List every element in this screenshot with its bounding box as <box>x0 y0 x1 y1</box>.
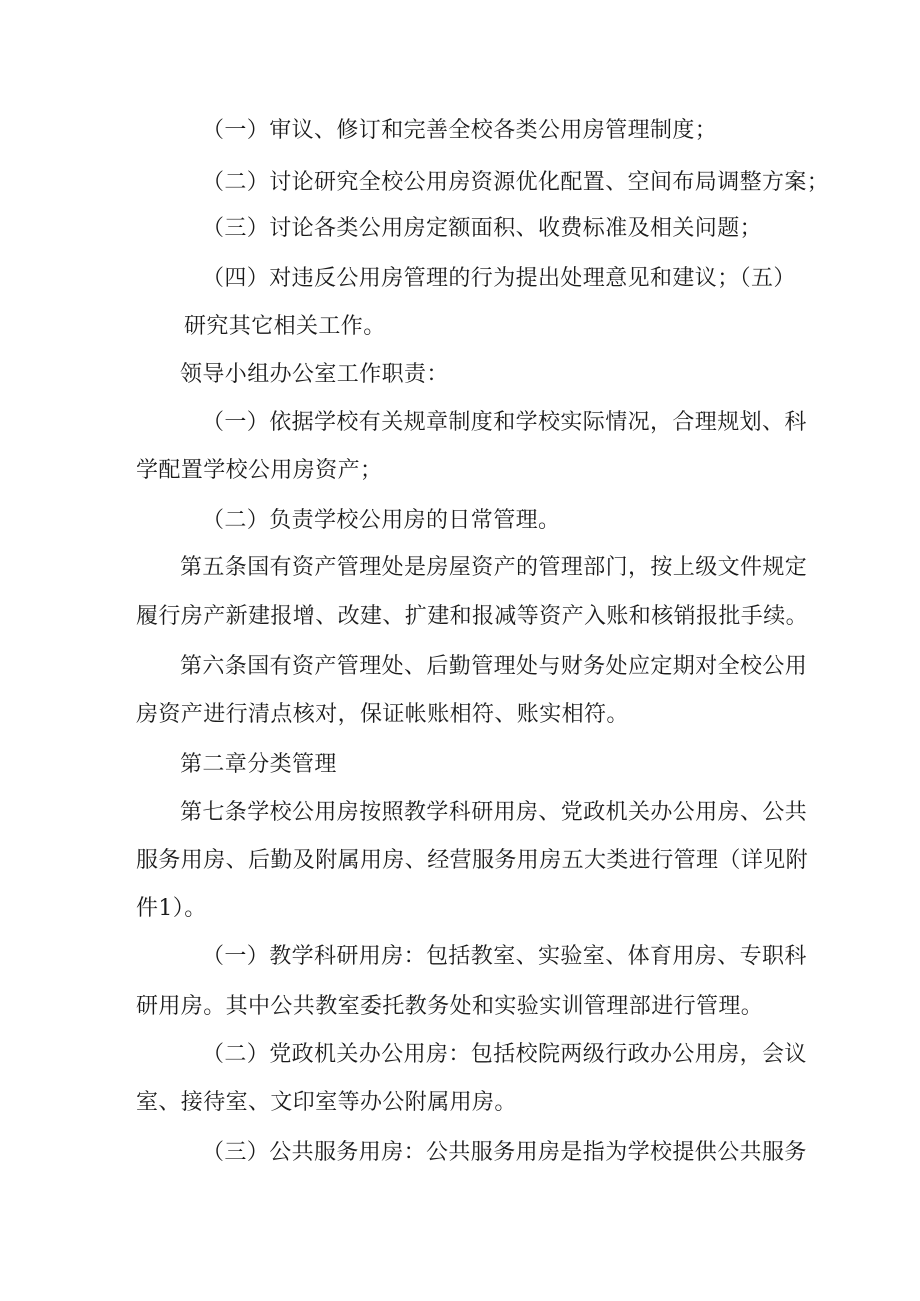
text-line-1: （一）审议、修订和完善全校各类公用房管理制度； <box>202 118 718 143</box>
text-line-18: （一）教学科研用房：包括教室、实验室、体育用房、专职科 <box>202 944 807 969</box>
text-line-20: （二）党政机关办公用房：包括校院两级行政办公用房，会议 <box>202 1042 807 1067</box>
text-line-15: 第七条学校公用房按照教学科研用房、党政机关办公用房、公共 <box>180 800 808 825</box>
text-line-8: 学配置学校公用房资产； <box>136 458 383 483</box>
text-line-5: 研究其它相关工作。 <box>184 314 386 339</box>
text-line-9: （二）负责学校公用房的日常管理。 <box>202 508 561 533</box>
text-line-21: 室、接待室、文印室等办公附属用房。 <box>136 1090 517 1115</box>
text-line-17: 件1）。 <box>136 896 207 921</box>
text-line-2: （二）讨论研究全校公用房资源优化配置、空间布局调整方案； <box>202 170 830 195</box>
text-line-14: 第二章分类管理 <box>180 752 337 777</box>
text-line-19: 研用房。其中公共教室委托教务处和实验实训管理部进行管理。 <box>136 994 764 1019</box>
text-line-6: 领导小组办公室工作职责： <box>180 362 449 387</box>
text-line-10: 第五条国有资产管理处是房屋资产的管理部门，按上级文件规定 <box>180 555 808 580</box>
text-line-13: 房资产进行清点核对，保证帐账相符、账实相符。 <box>136 702 629 727</box>
text-line-3: （三）讨论各类公用房定额面积、收费标准及相关问题； <box>202 216 763 241</box>
text-line-16: 服务用房、后勤及附属用房、经营服务用房五大类进行管理（详见附 <box>136 848 809 873</box>
text-line-22: （三）公共服务用房：公共服务用房是指为学校提供公共服务 <box>202 1140 807 1165</box>
text-line-4: （四）对违反公用房管理的行为提出处理意见和建议；（五） <box>202 266 796 291</box>
text-line-7: （一）依据学校有关规章制度和学校实际情况，合理规划、科 <box>202 410 807 435</box>
text-line-11: 履行房产新建报增、改建、扩建和报减等资产入账和核销报批手续。 <box>136 604 809 629</box>
text-line-12: 第六条国有资产管理处、后勤管理处与财务处应定期对全校公用 <box>180 654 808 679</box>
